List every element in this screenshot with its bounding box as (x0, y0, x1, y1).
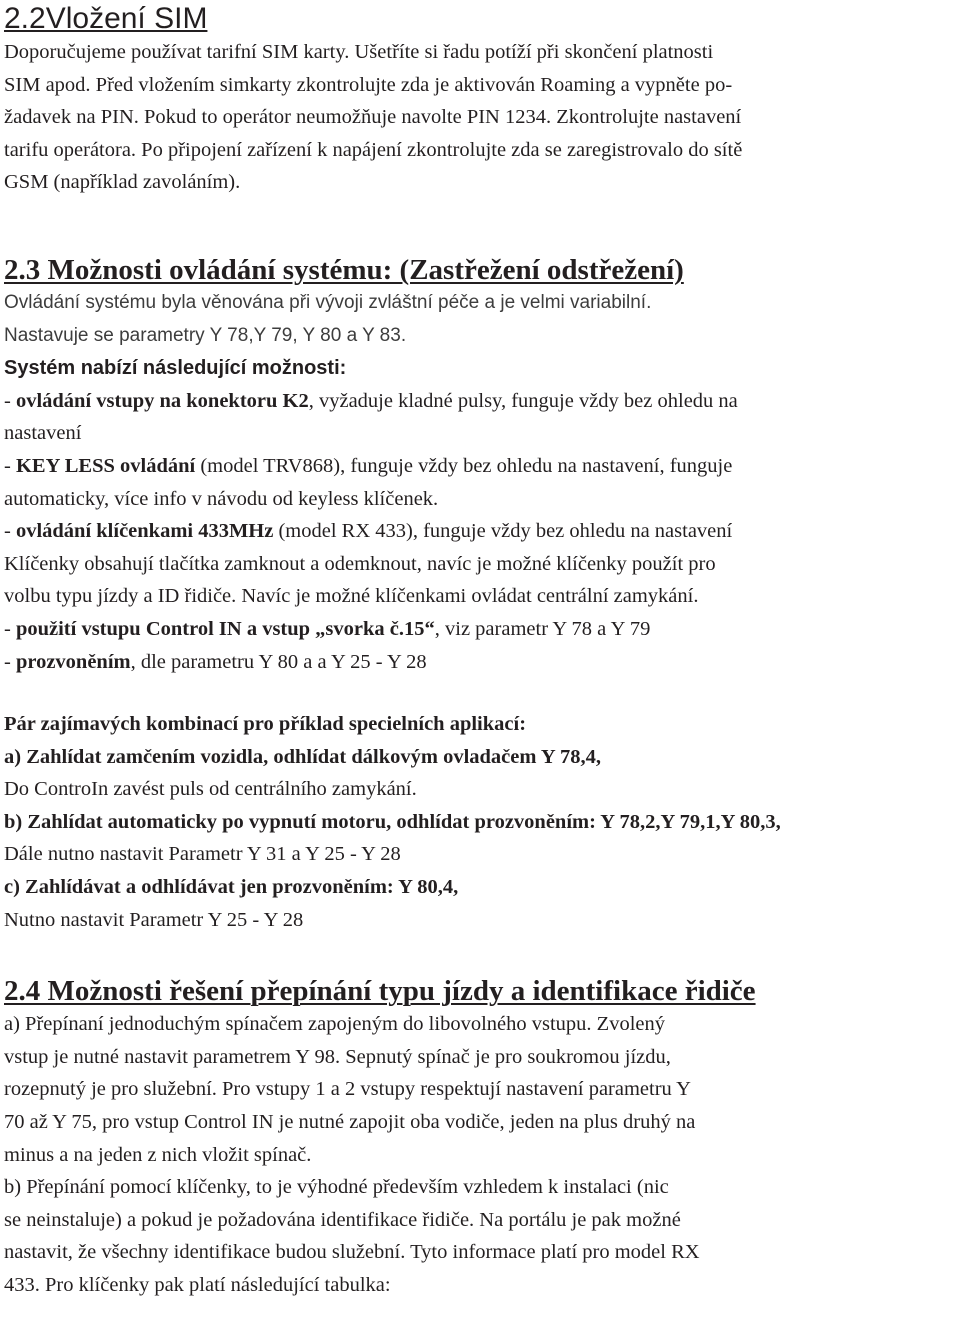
s23-options-heading: Systém nabízí následující možnosti: (4, 357, 347, 380)
combo-b: b) Zahlídat automaticky po vypnutí motoru, odhlídat prozvoněním: Y 78,2,Y 79,1,Y 80,3, (4, 810, 781, 833)
combo-c: c) Zahlídávat a odhlídávat jen prozvoněním: Y 80,4, (4, 876, 459, 899)
s22-line-2: SIM apod. Před vložením simkarty zkontrolujte zda je aktivován Roaming a vypněte po- (4, 73, 733, 96)
s22-line-4: tarifu operátora. Po připojení zařízení k napájení zkontrolujte zda se zaregistrovalo do sítě (4, 138, 743, 161)
s24-line-5: minus a na jeden z nich vložit spínač. (4, 1143, 312, 1166)
combos-heading: Pár zajímavých kombinací pro příklad specielních aplikací: (4, 713, 527, 736)
section-2-3-title: 2.3 Možnosti ovládání systému: (Zastřežení odstřežení) (4, 253, 684, 286)
s24-line-6: b) Přepínání pomocí klíčenky, to je výhodné především vzhledem k instalaci (nic (4, 1176, 669, 1199)
option-keyless: - KEY LESS ovládání (model TRV868), funguje vždy bez ohledu na nastavení, funguje (4, 454, 733, 477)
s22-line-5: GSM (například zavoláním). (4, 171, 241, 194)
option-k2-cont: nastavení (4, 422, 82, 445)
s24-line-1: a) Přepínaní jednoduchým spínačem zapojeným do libovolného vstupu. Zvolený (4, 1013, 665, 1036)
option-433-cont-1: Klíčenky obsahují tlačítka zamknout a odemknout, navíc je možné klíčenky použít pro (4, 552, 716, 575)
s24-line-2: vstup je nutné nastavit parametrem Y 98. Sepnutý spínač je pro soukromou jízdu, (4, 1045, 671, 1068)
s22-line-3: žadavek na PIN. Pokud to operátor neumožňuje navolte PIN 1234. Zkontrolujte nastavení (4, 106, 742, 129)
s24-line-9: 433. Pro klíčenky pak platí následující tabulka: (4, 1274, 391, 1296)
s22-line-1: Doporučujeme používat tarifní SIM karty. Ušetříte si řadu potíží při skončení platnosti (4, 41, 714, 63)
option-433: - ovládání klíčenkami 433MHz (model RX 433), funguje vždy bez ohledu na nastavení (4, 520, 733, 543)
combo-c-note: Nutno nastavit Parametr Y 25 - Y 28 (4, 908, 304, 931)
option-ring: - prozvoněním, dle parametru Y 80 a a Y 25 - Y 28 (4, 650, 427, 673)
option-control-in: - použití vstupu Control IN a vstup „svorka č.15“, viz parametr Y 78 a Y 79 (4, 617, 651, 640)
s24-line-8: nastavit, že všechny identifikace budou služební. Tyto informace platí pro model RX (4, 1241, 700, 1264)
s24-line-7: se neinstaluje) a pokud je požadována identifikace řidiče. Na portálu je pak možné (4, 1208, 681, 1231)
s24-line-3: rozepnutý je pro služební. Pro vstupy 1 a 2 vstupy respektují nastavení parametru Y (4, 1078, 691, 1101)
s23-intro-1: Ovládání systému byla věnována při vývoji zvláštní péče a je velmi variabilní. (4, 291, 652, 313)
option-k2: - ovládání vstupy na konektoru K2, vyžaduje kladné pulsy, funguje vždy bez ohledu na (4, 389, 738, 412)
section-2-2-title: 2.2Vložení SIM (4, 2, 208, 35)
combo-a-note: Do ControIn zavést puls od centrálního zamykání. (4, 778, 417, 801)
combo-b-note: Dále nutno nastavit Parametr Y 31 a Y 25 - Y 28 (4, 843, 401, 866)
document-page (0, 2, 960, 1336)
s23-intro-2: Nastavuje se parametry Y 78,Y 79, Y 80 a Y 83. (4, 324, 407, 346)
combo-a: a) Zahlídat zamčením vozidla, odhlídat dálkovým ovladačem Y 78,4, (4, 745, 601, 768)
s24-line-4: 70 až Y 75, pro vstup Control IN je nutné zapojit oba vodiče, jeden na plus druhý na (4, 1111, 696, 1134)
section-2-4-title: 2.4 Možnosti řešení přepínání typu jízdy a identifikace řidiče (4, 975, 756, 1008)
option-keyless-cont: automaticky, více info v návodu od keyless klíčenek. (4, 487, 439, 510)
option-433-cont-2: volbu typu jízdy a ID řidiče. Navíc je možné klíčenkami ovládat centrální zamykání. (4, 585, 699, 608)
